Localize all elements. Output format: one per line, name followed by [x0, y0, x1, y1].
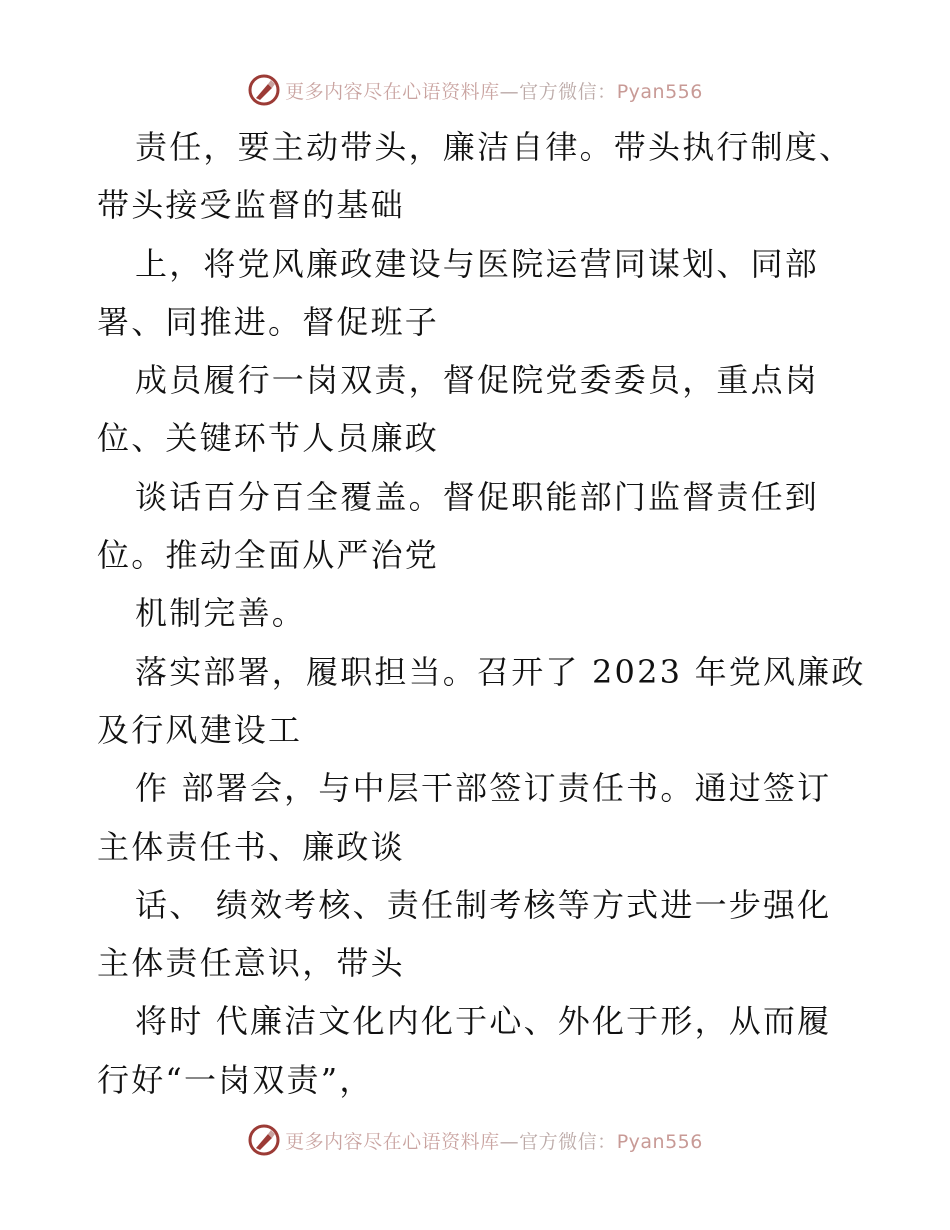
text-line: 作 部署会，与中层干部签订责任书。通过签订: [135, 769, 832, 808]
pen-circle-logo-icon: [247, 1123, 281, 1157]
text-line: 位。推动全面从严治党: [97, 536, 440, 575]
banner-text: 更多内容尽在心语资料库—官方微信：Pyan556: [285, 80, 703, 103]
pen-circle-logo-icon: [247, 73, 281, 107]
text-line: 落实部署，履职担当。召开了 2023 年党风廉政: [135, 652, 866, 691]
text-line: 话、 绩效考核、责任制考核等方式进一步强化: [135, 885, 832, 924]
text-line: 上，将党风廉政建设与医院运营同谋划、同部: [135, 244, 820, 283]
banner-text: 更多内容尽在心语资料库—官方微信：Pyan556: [285, 1130, 703, 1153]
text-line: 带头接受监督的基础: [97, 186, 405, 225]
document-body: [97, 118, 877, 1109]
text-line: 主体责任意识，带头: [97, 944, 405, 983]
text-line: 成员履行一岗双责，督促院党委委员，重点岗: [135, 361, 820, 400]
text-line: 及行风建设工: [97, 710, 303, 749]
text-line: 署、同推进。督促班子: [97, 302, 440, 341]
text-line: 责任，要主动带头，廉洁自律。带头执行制度、: [135, 128, 854, 166]
text-line: 行好“一岗双责”，: [97, 1060, 374, 1099]
text-line: 将时 代廉洁文化内化于心、外化于形，从而履: [135, 1002, 832, 1041]
text-line: 位、关键环节人员廉政: [97, 419, 440, 458]
text-line: 谈话百分百全覆盖。督促职能部门监督责任到: [135, 477, 820, 516]
text-line: 机制完善。: [135, 594, 307, 633]
footer-watermark-banner: [0, 1120, 950, 1160]
text-line: 主体责任书、廉政谈: [97, 827, 405, 866]
header-watermark-banner: [0, 70, 950, 110]
